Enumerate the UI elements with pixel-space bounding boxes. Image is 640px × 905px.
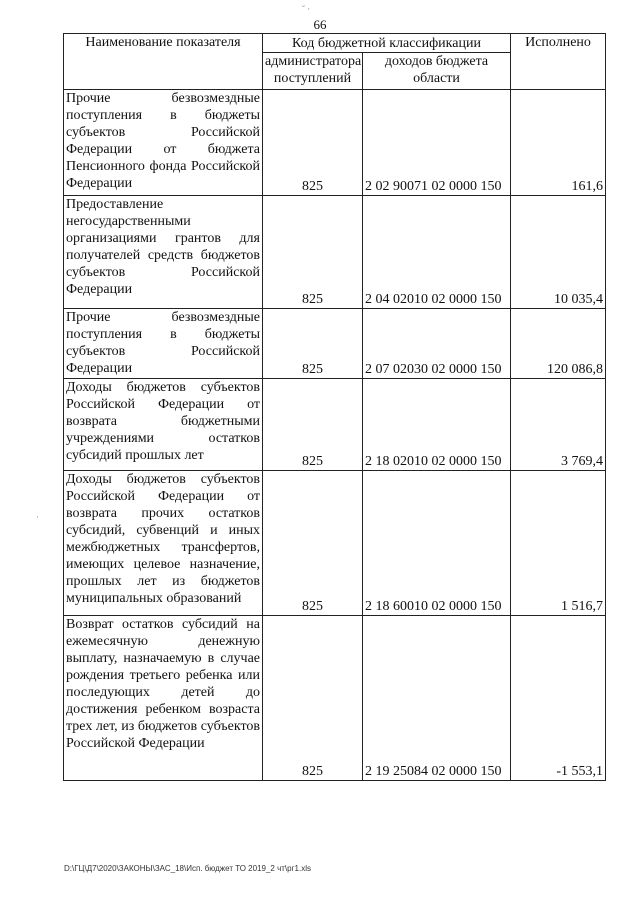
table-row [64,196,606,309]
row-admin-code: 825 [263,196,363,309]
row-income-code: 2 07 02030 02 0000 150 [363,309,511,379]
header-executed: Исполнено [511,34,606,90]
row-name: Прочие безвозмездные поступления в бюджеты субъектов Российской Федерации [64,309,263,379]
row-name: Прочие безвозмездные поступления в бюджеты субъектов Российской Федерации от бюджета Пенсионного фонда Российской Федерации [64,90,263,196]
row-admin-code: 825 [263,90,363,196]
header-name: Наименование показателя [64,34,263,90]
table-row [64,309,606,379]
row-executed-value: 120 086,8 [511,309,606,379]
table-row [64,379,606,471]
row-admin-code: 825 [263,379,363,471]
row-executed-value: 10 035,4 [511,196,606,309]
row-name: Доходы бюджетов субъектов Российской Федерации от возврата прочих остатков субсидий, субвенций и иных межбюджетных трансфертов, имеющих целевое назначение, прошлых лет из бюджетов муниципальных образований [64,471,263,616]
budget-table [63,33,606,781]
row-name: Доходы бюджетов субъектов Российской Федерации от возврата бюджетными учреждениями остатков субсидий прошлых лет [64,379,263,471]
file-path-footer: D:\ГЦ\Д7\2020\ЗАКОНЫ\ЗАС_18\Исп. бюджет ТО 2019_2 чт\рг1.xls [64,864,311,873]
row-admin-code: 825 [263,471,363,616]
side-mark: · [36,512,39,522]
row-income-code: 2 18 02010 02 0000 150 [363,379,511,471]
row-income-code: 2 19 25084 02 0000 150 [363,616,511,781]
row-executed-value: 3 769,4 [511,379,606,471]
top-mark: ˘ · [302,4,311,14]
table-row [64,616,606,781]
header-admin: администратора поступлений [263,53,363,90]
row-executed-value: -1 553,1 [511,616,606,781]
table-row [64,90,606,196]
table-row [64,471,606,616]
header-code-group: Код бюджетной классификации [263,34,511,53]
row-income-code: 2 04 02010 02 0000 150 [363,196,511,309]
row-name: Предоставление негосударственными организациями грантов для получателей средств бюджетов субъектов Российской Федерации [64,196,263,309]
row-income-code: 2 02 90071 02 0000 150 [363,90,511,196]
row-executed-value: 1 516,7 [511,471,606,616]
header-income: доходов бюджета области [363,53,511,90]
row-name: Возврат остатков субсидий на ежемесячную денежную выплату, назначаемую в случае рождения третьего ребенка или последующих детей до достижения ребенком возраста трех лет, из бюджетов субъектов Российской Федерации [64,616,263,781]
row-income-code: 2 18 60010 02 0000 150 [363,471,511,616]
page-number: 66 [313,17,327,32]
row-admin-code: 825 [263,616,363,781]
row-executed-value: 161,6 [511,90,606,196]
row-admin-code: 825 [263,309,363,379]
